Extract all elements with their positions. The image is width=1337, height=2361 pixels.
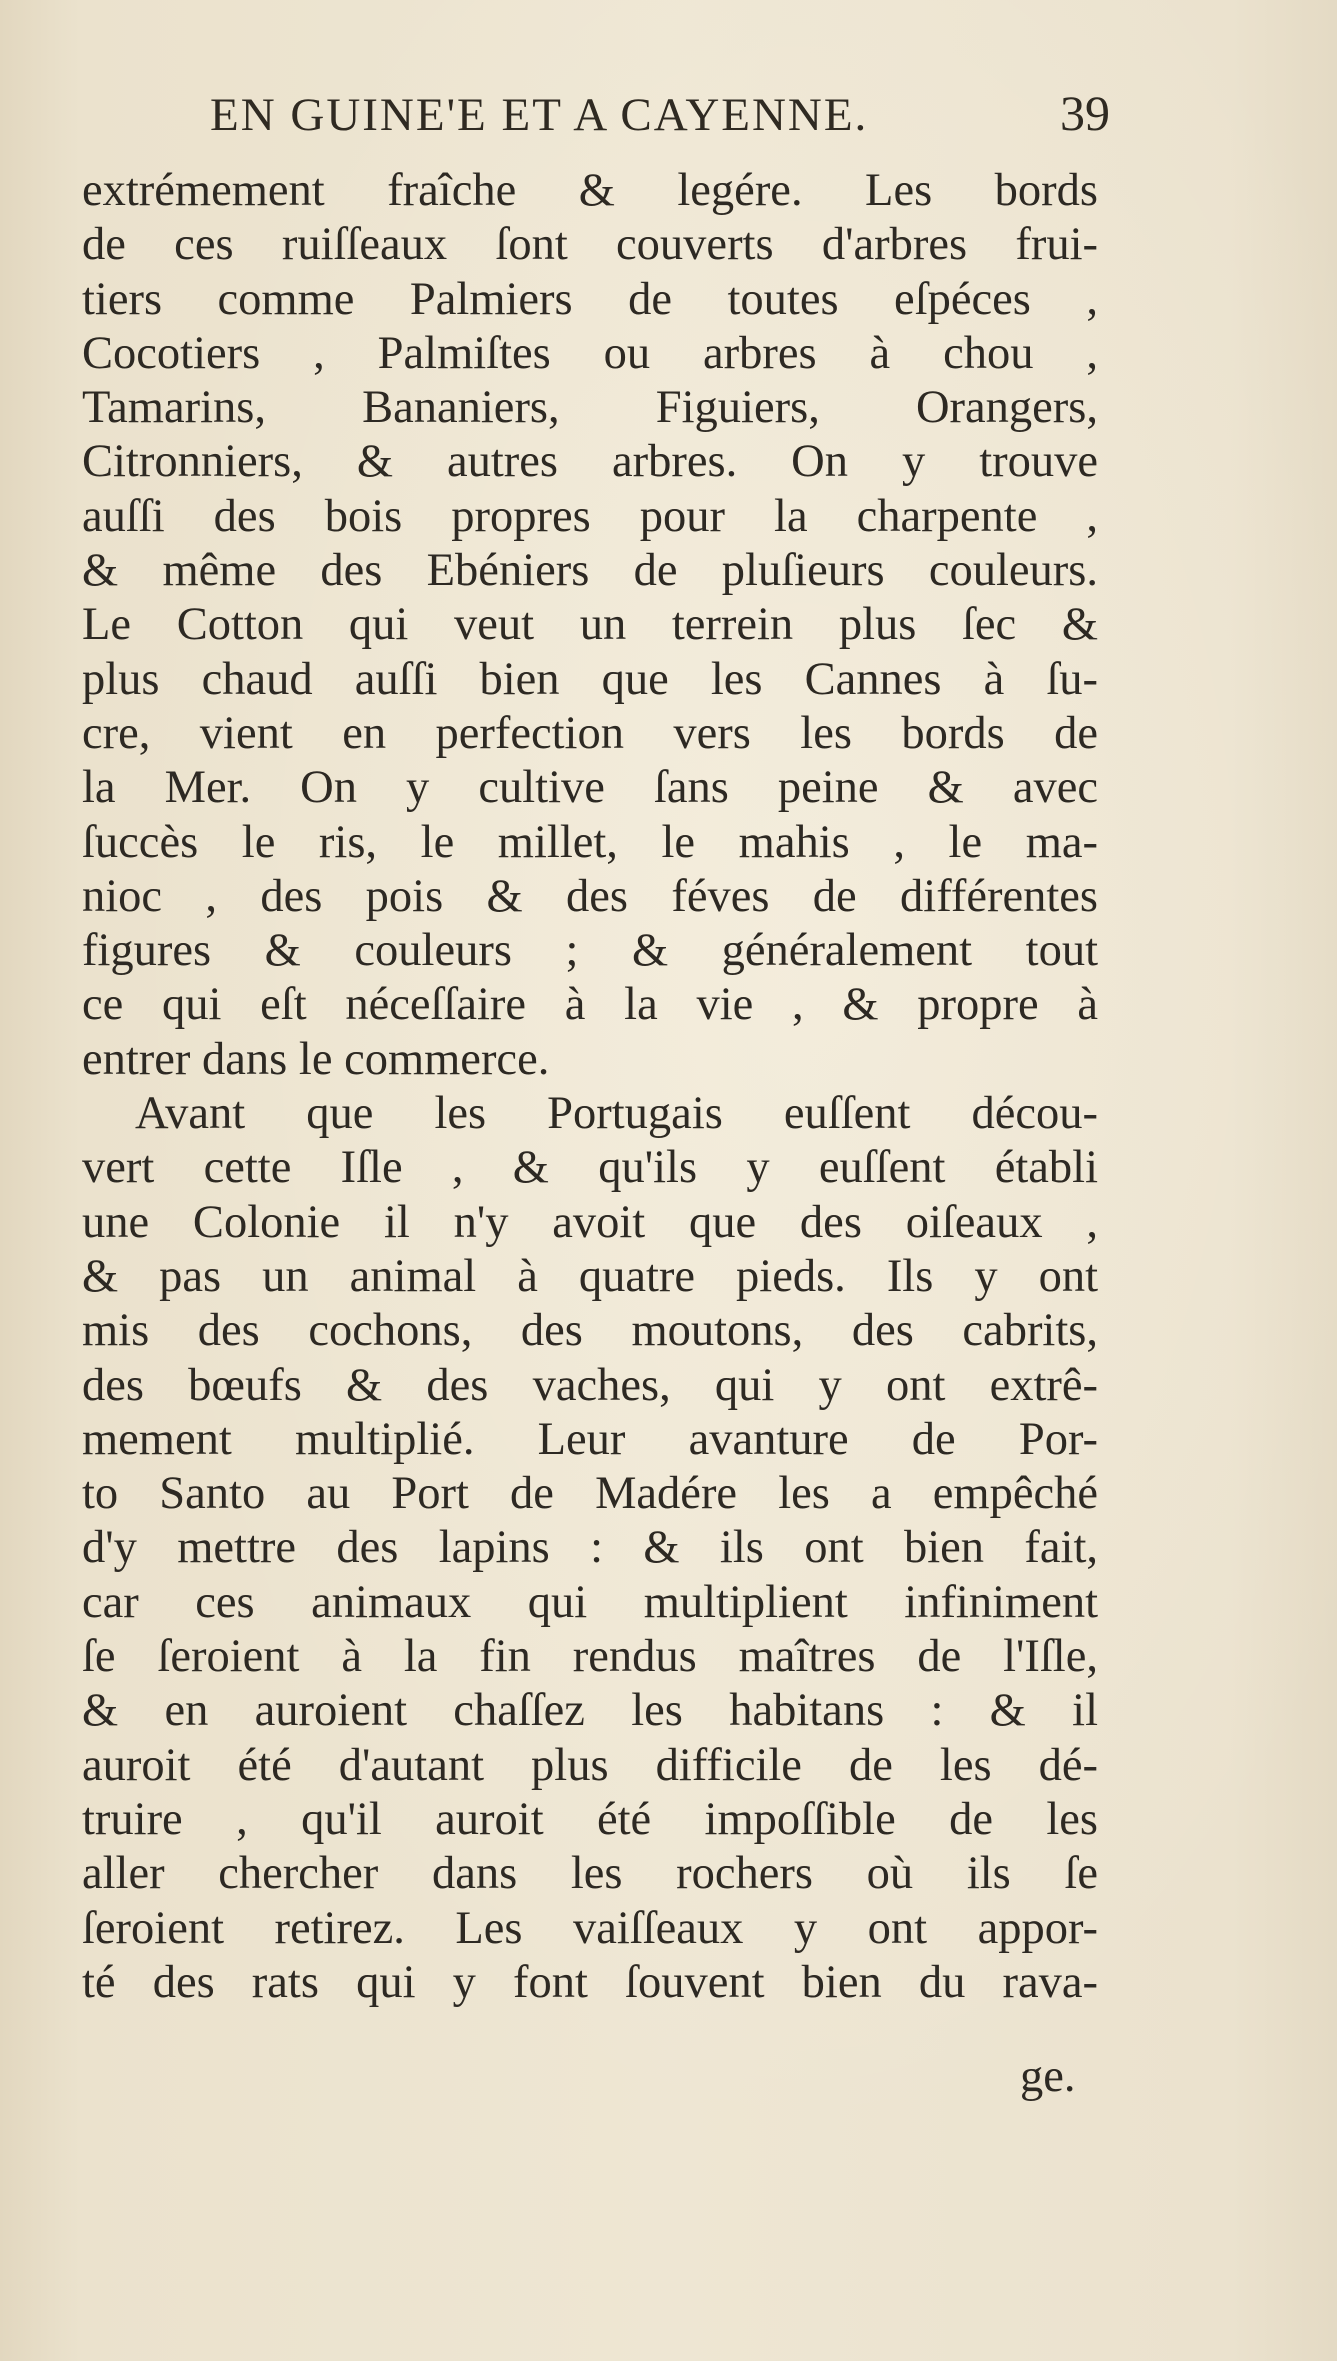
text-line: ſuccès le ris, le millet, le mahis , le ma- (82, 816, 1098, 868)
text-line: mement multiplié. Leur avanture de Por- (82, 1413, 1098, 1465)
text-line: vert cette Iſle , & qu'ils y euſſent établi (82, 1142, 1098, 1194)
text-line: cre, vient en perfection vers les bords de (82, 707, 1098, 759)
text-line: & pas un animal à quatre pieds. Ils y ont (82, 1250, 1098, 1302)
page-number: 39 (1060, 85, 1110, 141)
text-line: ce qui eſt néceſſaire à la vie , & propre à (82, 979, 1098, 1031)
paragraph-end-line: entrer dans le commerce. (82, 1033, 550, 1085)
running-title: EN GUINE'E ET A CAYENNE. (210, 89, 869, 141)
text-line: & même des Ebéniers de pluſieurs couleurs. (82, 545, 1098, 597)
text-line: to Santo au Port de Madére les a empêché (82, 1468, 1098, 1520)
text-line: auroit été d'autant plus difficile de les dé- (82, 1739, 1098, 1791)
text-line: auſſi des bois propres pour la charpente , (82, 490, 1098, 542)
text-line: ſeroient retirez. Les vaiſſeaux y ont appor- (82, 1902, 1098, 1954)
text-line: une Colonie il n'y avoit que des oiſeaux , (82, 1196, 1098, 1248)
text-line: aller chercher dans les rochers où ils ſe (82, 1848, 1098, 1900)
text-line: car ces animaux qui multiplient infiniment (82, 1576, 1098, 1628)
text-line: Cocotiers , Palmiſtes ou arbres à chou , (82, 327, 1098, 379)
catchword: ge. (1020, 2051, 1076, 2102)
body-text (82, 164, 1098, 2010)
text-line: tiers comme Palmiers de toutes eſpéces , (82, 273, 1098, 325)
text-line: mis des cochons, des moutons, des cabrits, (82, 1305, 1098, 1357)
text-line: & en auroient chaſſez les habitans : & il (82, 1685, 1098, 1737)
text-line: Le Cotton qui veut un terrein plus ſec & (82, 599, 1098, 651)
text-line: Citronniers, & autres arbres. On y trouve (82, 436, 1098, 488)
text-line: d'y mettre des lapins : & ils ont bien fait, (82, 1522, 1098, 1574)
running-head (210, 85, 1110, 144)
text-line: Tamarins, Bananiers, Figuiers, Orangers, (82, 382, 1098, 434)
text-line: des bœufs & des vaches, qui y ont extrê- (82, 1359, 1098, 1411)
text-line: nioc , des pois & des féves de différentes (82, 870, 1098, 922)
text-line: de ces ruiſſeaux ſont couverts d'arbres frui- (82, 219, 1098, 271)
text-line: extrémement fraîche & legére. Les bords (82, 165, 1098, 216)
text-line: plus chaud auſſi bien que les Cannes à ſu- (82, 653, 1098, 705)
text-line: la Mer. On y cultive ſans peine & avec (82, 762, 1098, 814)
text-line: ſe ſeroient à la fin rendus maîtres de l'Iſle, (82, 1631, 1098, 1683)
text-line: truire , qu'il auroit été impoſſible de les (82, 1793, 1098, 1845)
text-line: té des rats qui y font ſouvent bien du rava- (82, 1956, 1098, 2008)
text-line: figures & couleurs ; & généralement tout (82, 925, 1098, 977)
paragraph-start-line: Avant que les Portugais euſſent décou- (135, 1088, 1098, 1140)
